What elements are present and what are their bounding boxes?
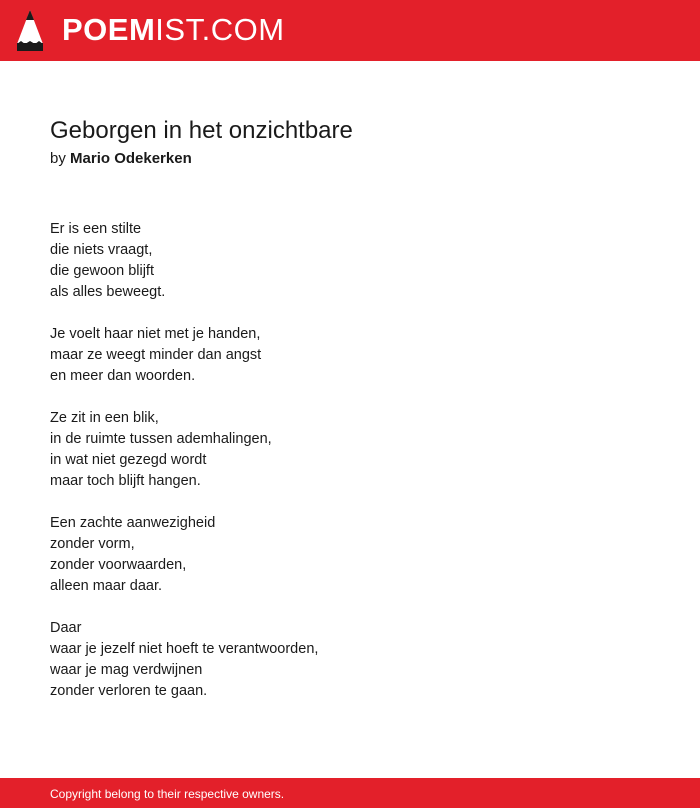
logo-text-light: IST.COM (155, 12, 285, 47)
poem-line: in de ruimte tussen ademhalingen, (50, 431, 272, 447)
poem-stanza (50, 513, 318, 597)
poem-line: die niets vraagt, (50, 242, 153, 258)
poem-line: als alles beweegt. (50, 284, 166, 300)
poem-body (50, 219, 318, 723)
poem-line: zonder voorwaarden, (50, 557, 187, 573)
poem-line: Er is een stilte (50, 221, 142, 237)
poem-line: maar ze weegt minder dan angst (50, 347, 262, 363)
poem-stanza (50, 408, 318, 492)
poem-line: in wat niet gezegd wordt (50, 452, 207, 468)
poem-line: en meer dan woorden. (50, 368, 196, 384)
poem-line: Een zachte aanwezigheid (50, 515, 216, 531)
pencil-icon[interactable] (16, 8, 44, 52)
poem-line: waar je mag verdwijnen (50, 662, 203, 678)
poem-title: Geborgen in het onzichtbare (50, 117, 353, 144)
poem-line: maar toch blijft hangen. (50, 473, 201, 489)
poem-line: Je voelt haar niet met je handen, (50, 326, 261, 342)
site-footer (0, 778, 700, 808)
poem-line: alleen maar daar. (50, 578, 163, 594)
site-logo[interactable] (62, 12, 285, 48)
by-label: by (50, 150, 66, 167)
poem-author: Mario Odekerken (70, 150, 192, 167)
poem-stanza (50, 219, 318, 303)
poem-line: Ze zit in een blik, (50, 410, 159, 426)
poem-stanza (50, 324, 318, 387)
site-header (0, 0, 700, 61)
poem-line: die gewoon blijft (50, 263, 154, 279)
poem-line: waar je jezelf niet hoeft te verantwoorden, (50, 641, 319, 657)
logo-text-bold: POEM (62, 12, 156, 47)
copyright-notice: Copyright belong to their respective owners. (50, 787, 285, 801)
poem-stanza (50, 618, 318, 702)
poem-line: Daar (50, 620, 82, 636)
poem-line: zonder vorm, (50, 536, 135, 552)
poem-line: zonder verloren te gaan. (50, 683, 208, 699)
poem-byline (50, 149, 192, 169)
